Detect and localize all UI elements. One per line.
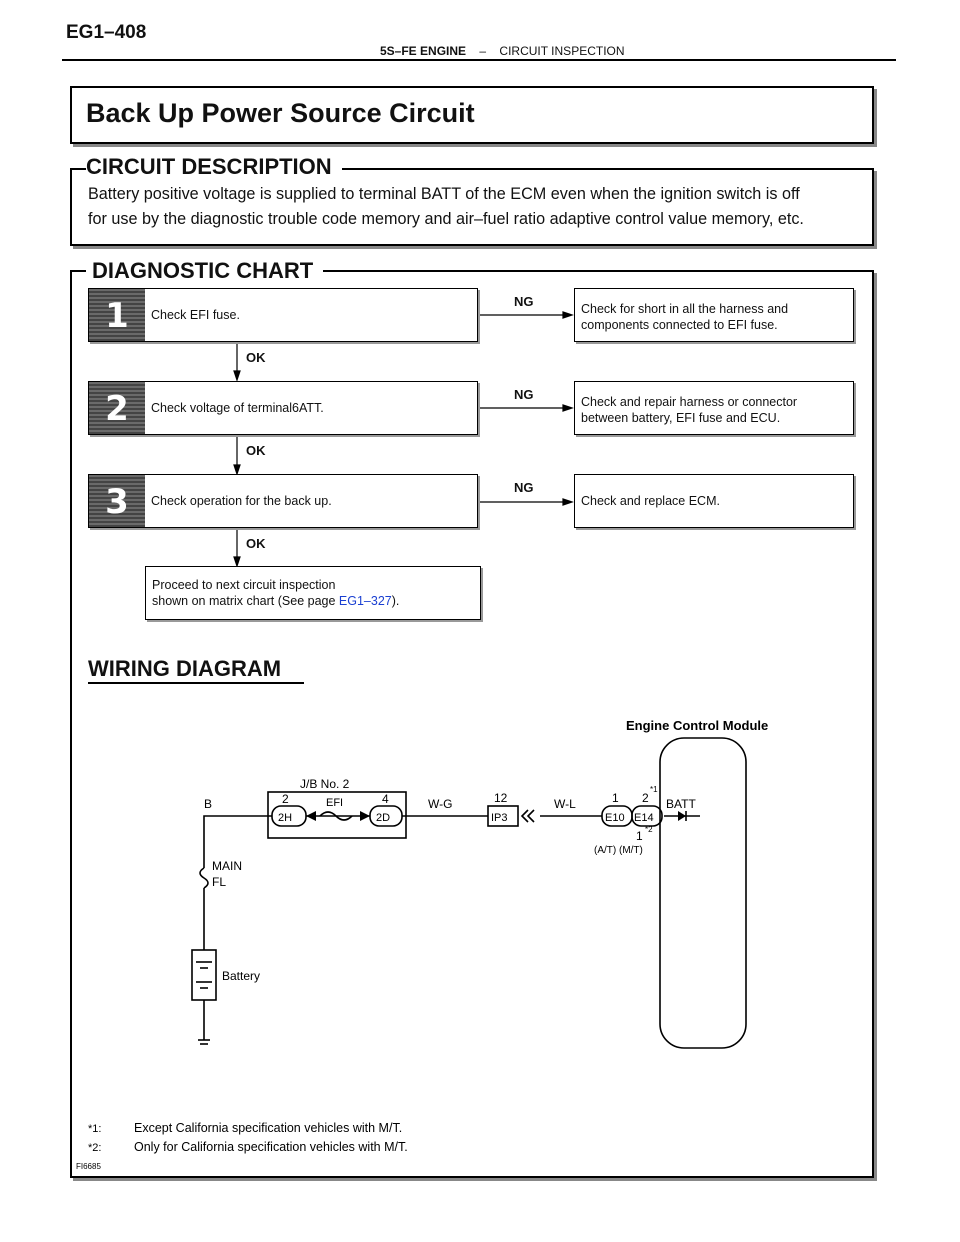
note-2-mark: *2: [88,1142,102,1154]
e10-number: 1 [612,791,619,805]
step-1-number: 1 [89,289,145,341]
step-2-ng-line-1: Check and repair harness or connector [581,395,798,409]
diagnostic-chart-heading: DIAGNOSTIC CHART [86,258,323,284]
step-1-text: Check EFI fuse. [151,308,240,322]
batt-label: BATT [666,797,696,811]
e10-label: E10 [605,812,625,824]
e14-alt-number: 1 [636,829,643,843]
wire-wl-label: W-L [554,797,576,811]
section-name: CIRCUIT INSPECTION [499,44,625,58]
note-2-text: Only for California specification vehicles with M/T. [134,1140,408,1154]
wire-wg-label: W-G [428,797,453,811]
jb-label: J/B No. 2 [300,777,350,791]
wire-b-label: B [204,797,213,811]
main-fusible-link-icon [200,868,208,888]
step-3-number: 3 [89,475,145,527]
pin-2h-label: 2H [278,812,293,824]
mark-2: *2 [645,825,653,834]
final-line-2-suffix: ). [391,594,400,608]
page-title: Back Up Power Source Circuit [86,98,475,128]
mark-1: *1 [650,785,658,794]
wiring-diagram-heading: WIRING DIAGRAM [88,656,282,681]
terminal-mark [522,810,534,822]
description-line-1: Battery positive voltage is supplied to terminal BATT of the ECM even when the ignition switch is off [88,185,800,203]
terminal-arrow-2d [360,811,370,821]
battery-frame [192,950,216,1000]
e14-number: 2 [642,791,649,805]
step-1-ng-line-2: components connected to EFI fuse. [581,318,778,332]
step-3-ng-label: NG [514,480,534,495]
step-2-text: Check voltage of terminal6ATT. [151,401,324,415]
page-id: EG1–408 [66,22,147,43]
efi-label: EFI [326,797,344,809]
final-line-1: Proceed to next circuit inspection [152,578,336,592]
step-3-ng-line-1: Check and replace ECM. [581,494,720,508]
ecm-body [660,738,746,1048]
description-line-2: for use by the diagnostic trouble code memory and air–fuel ratio adaptive control value memory, etc. [88,210,804,228]
final-line-2-prefix: shown on matrix chart (See page [152,594,339,608]
figure-id: FI6685 [76,1162,101,1171]
step-3-text: Check operation for the back up. [151,494,332,508]
step-1-ok-label: OK [246,350,266,365]
e14-label: E14 [634,812,654,824]
step-2-ng-label: NG [514,387,534,402]
step-2-ng-line-2: between battery, EFI fuse and ECU. [581,411,781,425]
ecm-label: Engine Control Module [626,718,769,733]
step-1-ng-label: NG [514,294,534,309]
step-2-number: 2 [89,382,145,434]
main-fl-label-2: FL [212,875,227,889]
step-2-ok-label: OK [246,443,266,458]
battery-label: Battery [222,969,261,983]
step-3-ok-label: OK [246,536,266,551]
page-link[interactable]: EG1–327 [338,594,392,608]
main-fl-label-1: MAIN [212,859,242,873]
ip3-label: IP3 [491,812,508,824]
pin-2d-number: 4 [382,792,389,806]
diode-icon [678,811,686,821]
pin-2h-number: 2 [282,792,289,806]
note-1-mark: *1: [88,1123,102,1135]
note-1-text: Except California specification vehicles with M/T. [134,1121,403,1135]
section-separator: – [479,44,487,58]
pin-2d-label: 2D [376,812,391,824]
section-bold: 5S–FE ENGINE [380,44,467,58]
ip3-number: 12 [494,791,508,805]
circuit-description-heading: CIRCUIT DESCRIPTION [86,154,342,180]
terminal-arrow-2h [306,811,316,821]
at-mt-label: (A/T) (M/T) [594,845,643,856]
step-1-ng-line-1: Check for short in all the harness and [581,302,789,316]
